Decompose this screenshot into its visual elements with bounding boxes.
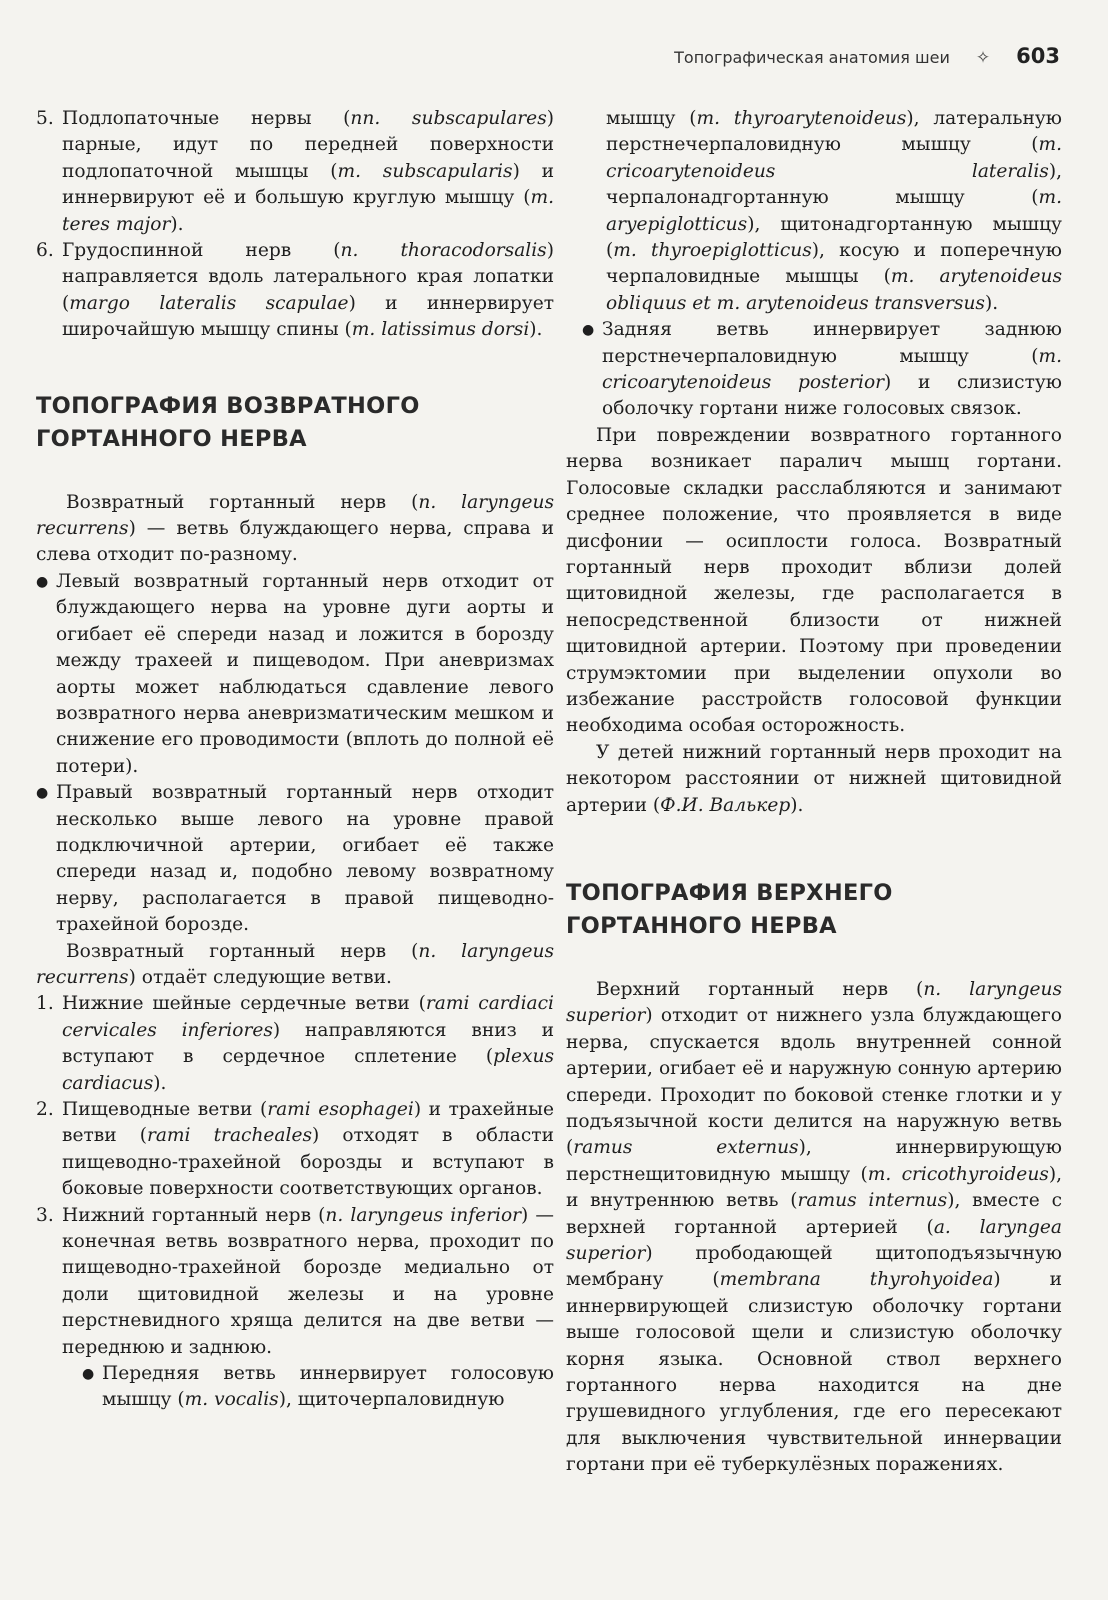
list-number: 1. <box>36 993 54 1015</box>
section-heading-recurrent-nerve: ТОПОГРАФИЯ ВОЗВРАТНОГО ГОРТАННОГО НЕРВА <box>36 392 420 452</box>
paragraph: При повреждении возвратного гортанного нерва возникает паралич мышц гортани. Голосовые складки расслабляются и занимают среднее положение, что проявляется в виде дисфонии — осиплости голоса. Возвратный гортанный нерв проходит вблизи долей щитовидной железы, где располагается в непосредственной близости от нижней щитовидной артерии. Поэтому при проведении струмэктомии при выделении опухоли во избежание расстройств голосовой функции необходима особая осторожность. <box>566 424 1062 737</box>
bullet-item: ● Передняя ветвь иннервирует голосовую мышцу (m. vocalis), щиточерпаловидную <box>82 1361 554 1414</box>
section-heading-superior-nerve: ТОПОГРАФИЯ ВЕРХНЕГО ГОРТАННОГО НЕРВА <box>566 879 893 939</box>
running-title: Топографическая анатомия шеи <box>674 48 950 67</box>
left-column <box>36 106 554 1414</box>
paragraph: Возвратный гортанный нерв (n. laryngeus recurrens) — ветвь блуждающего нерва, справа и слева отходит по-разному. <box>36 491 554 566</box>
list-text: Нижние шейные сердечные ветви (rami cardiaci cervicales inferiores) направляются вниз и вступают в сердечное сплетение (plexus cardiacus). <box>62 993 554 1094</box>
paragraph-continued: мышцу (m. thyroarytenoideus), латеральную перстнечерпаловидную мышцу (m. cricoarytenoideus lateralis), черпалонадгортанную мышцу (m. aryepiglotticus), щитонадгортанную мышцу (m. thyroepiglotticus), косую и поперечную черпаловидные мышцы (m. arytenoideus obliquus et m. arytenoideus transversus). <box>606 108 1062 314</box>
paragraph: У детей нижний гортанный нерв проходит на некотором расстоянии от нижней щитовидной артерии (Ф.И. Валькер). <box>566 741 1062 816</box>
list-text: Подлопаточные нервы (nn. subscapulares) парные, идут по передней поверхности подлопаточной мышцы (m. subscapularis) и иннервируют её и большую круглую мышцу (m. teres major). <box>62 108 555 235</box>
page-number: 603 <box>1016 44 1060 68</box>
page-header <box>600 44 1060 74</box>
paragraph: Верхний гортанный нерв (n. laryngeus superior) отходит от нижнего узла блуждающего нерва, спускается вдоль внутренней сонной артерии, огибает её и наружную сонную артерию спереди. Проходит по боковой стенке глотки и у подъязычной кости делится на наружную ветвь (ramus externus), иннервирующую перстнещитовидную мышцу (m. cricothyroideus), и внутреннюю ветвь (ramus internus), вместе с верхней гортанной артерией (a. laryngea superior) прободающей щитоподъязычную мембрану (membrana thyrohyoidea) и иннервирующей слизистую оболочку гортани выше голосовой щели и слизистую оболочку корня языка. Основной ствол верхнего гортанного нерва находится на дне грушевидного углубления, где его пересекают для выключения чувствительной иннервации гортани при её туберкулёзных поражениях. <box>566 978 1063 1476</box>
list-text: Грудоспинной нерв (n. thoracodorsalis) направляется вдоль латерального края лопатки (margo lateralis scapulae) и иннервирует широчайшую мышцу спины (m. latissimus dorsi). <box>62 240 554 341</box>
bullet-icon: ● <box>36 573 49 590</box>
list-item-1 <box>36 991 554 1097</box>
list-text: Пищеводные ветви (rami esophagei) и трахейные ветви (rami tracheales) отходят в области пищеводно-трахейной борозды и вступают в боковые поверхности соответствующих органов. <box>62 1099 554 1200</box>
bullet-item: ● Левый возвратный гортанный нерв отходит от блуждающего нерва на уровне дуги аорты и огибает её спереди назад и ложится в борозду между трахеей и пищеводом. При аневризмах аорты может наблюдаться сдавление левого возвратного нерва аневризматическим мешком и снижение его проводимости (вплоть до полной её потери). <box>36 569 554 780</box>
bullet-icon: ● <box>36 785 49 802</box>
bullet-item: ● Задняя ветвь иннервирует заднюю перстнечерпаловидную мышцу (m. cricoarytenoideus posterior) и слизистую оболочку гортани ниже голосовых связок. <box>582 317 1062 423</box>
list-number: 3. <box>36 1204 54 1226</box>
paragraph: Возвратный гортанный нерв (n. laryngeus recurrens) отдаёт следующие ветви. <box>36 940 554 988</box>
list-item-2 <box>36 1097 554 1203</box>
list-item-6 <box>36 238 554 344</box>
list-text: Нижний гортанный нерв (n. laryngeus inferior) — конечная ветвь возвратного нерва, проходит по пищеводно-трахейной борозде медиально от доли щитовидной железы и на уровне перстневидного хряща делится на две ветви — переднюю и заднюю. <box>62 1204 554 1358</box>
diamond-ornament-icon: ✧ <box>975 48 991 68</box>
right-column <box>566 106 1062 1479</box>
list-number: 6. <box>36 240 54 262</box>
bullet-icon: ● <box>82 1366 95 1383</box>
list-item-5 <box>36 106 554 238</box>
bullet-icon: ● <box>582 322 595 339</box>
list-number: 5. <box>36 108 54 129</box>
bullet-item: ● Правый возвратный гортанный нерв отходит несколько выше левого на уровне правой подключичной артерии, огибает её также спереди назад и, подобно левому возвратному нерву, располагается в правой пищеводно-трахейной борозде. <box>36 780 554 938</box>
list-number: 2. <box>36 1099 54 1120</box>
list-item-3 <box>36 1203 554 1361</box>
